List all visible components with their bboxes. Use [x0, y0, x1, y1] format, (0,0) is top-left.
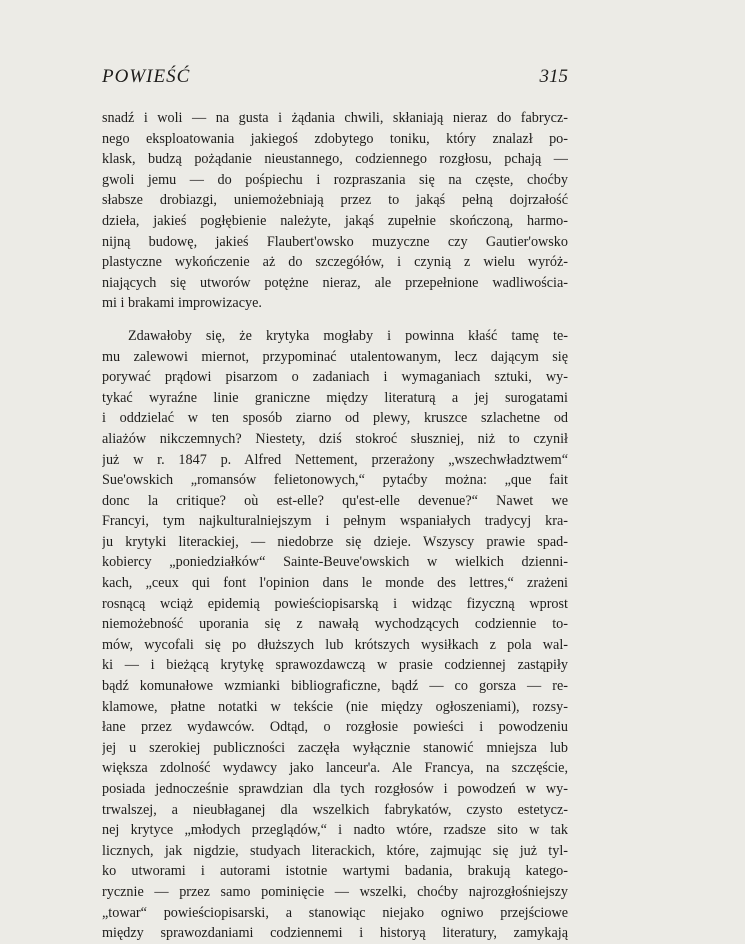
page-body: [102, 108, 568, 944]
text-line: gwoli jemu — do pośpiechu i rozpraszania się na częste, choćby: [102, 171, 568, 188]
text-line: trwalszej, a nieubłaganej dla wszelkich fabrykatów, czysto estetycz-: [102, 801, 568, 818]
text-line: Francyi, tym najkulturalniejszym i pełnym wspaniałych tradycyj kra-: [102, 513, 568, 530]
text-line: łane przez wydawców. Odtąd, o rozgłosie powieści i powodzeniu: [102, 719, 568, 736]
text-line: nej krytyce „młodych przeglądów,“ i nadto wtóre, rzadsze sito w tak: [102, 822, 568, 839]
paragraph-2: [102, 326, 568, 944]
text-line: już w r. 1847 p. Alfred Nettement, przerażony „wszechwładztwem“: [102, 451, 568, 468]
text-line: licznych, jak nigdzie, studyach literackich, które, zajmując się już tyl-: [102, 842, 568, 859]
running-head: POWIEŚĆ: [102, 66, 191, 87]
text-line: Zdawałoby się, że krytyka mogłaby i powinna kłaść tamę te-: [128, 327, 568, 344]
text-line: ko utworami i autorami istotnie wartymi badania, brakują katego-: [102, 863, 568, 880]
text-line: klask, budzą pożądanie nieustannego, codziennego rozgłosu, pchają —: [102, 151, 568, 168]
text-line: bądź komunałowe wzmianki bibliograficzne, bądź — co gorsza — re-: [102, 678, 568, 695]
text-line: snadź i woli — na gusta i żądania chwili, skłaniają nieraz do fabrycz-: [102, 110, 568, 126]
text-line: mi i brakami improwizacye.: [102, 295, 262, 312]
text-line: mu zalewowi miernot, przypominać utalentowanym, lecz dającym się: [102, 348, 568, 365]
text-line: donc la critique? où est-elle? qu'est-elle devenue?“ Nawet we: [102, 492, 568, 509]
text-line: i oddzielać w ten sposób ziarno od plewy, kruszce szlachetne od: [102, 410, 568, 427]
text-line: „towar“ powieściopisarski, a stanowiąc niejako ogniwo przejściowe: [102, 904, 568, 921]
text-line: rosnącą wciąż epidemią powieściopisarską i widząc fizyczną wprost: [102, 595, 568, 612]
text-line: tykać wyraźne linie graniczne między literaturą a jej surogatami: [102, 389, 568, 406]
text-line: ju krytyki literackiej, — niedobrze się dzieje. Wszyscy prawie spad-: [102, 533, 568, 550]
text-line: kobiercy „poniedziałków“ Sainte-Beuve'owskich w wielkich dzienni-: [102, 554, 568, 571]
text-line: mów, wycofali się po dłuższych lub krótszych wysiłkach z pola wal-: [102, 636, 568, 653]
text-line: ki — i bieżącą krytykę sprawozdawczą w prasie codziennej zastąpiły: [102, 657, 568, 674]
text-line: nijną budowę, jakieś Flaubert'owsko muzyczne czy Gautier'owsko: [102, 233, 568, 250]
text-line: jej u szerokiej publiczności zaczęła wyłącznie stanowić mniejsza lub: [102, 739, 568, 756]
text-line: plastyczne wykończenie aż do szczegółów, i czynią z wielu wyróż-: [102, 254, 568, 271]
text-line: niemożebność uporania się z nawałą wychodzących codziennie to-: [102, 616, 568, 633]
text-line: niających się utworów potężne nieraz, ale przepełnione wadliwościa-: [102, 274, 568, 291]
text-line: między sprawozdaniami codziennemi i historyą literatury, zamykają: [102, 925, 568, 942]
text-line: słabsze drobiazgi, uniemożebniają przez to jakąś pełną dojrzałość: [102, 192, 568, 209]
text-line: porywać prądowi pisarzom o zadaniach i wymaganiach sztuki, wy-: [102, 369, 568, 386]
paragraph-gap: [102, 314, 568, 326]
paragraph-1: [102, 108, 568, 314]
text-line: posiada jednocześnie sprawdzian dla tych rozgłosów i powodzeń w wy-: [102, 781, 568, 797]
text-line: kach, „ceux qui font l'opinion dans le monde des lettres,“ zrażeni: [102, 575, 568, 592]
text-line: większa zdolność wydawcy jako lanceur'a. Ale Francya, na szczęście,: [102, 760, 568, 777]
page-header: [102, 66, 568, 88]
text-line: klamowe, płatne notatki w tekście (nie między ogłoszeniami), rozsy-: [102, 698, 568, 715]
page-number: 315: [539, 66, 568, 87]
text-line: rycznie — przez samo pominięcie — wszelki, choćby najrozgłośniejszy: [102, 883, 568, 900]
text-line: Sue'owskich „romansów felietonowych,“ pytaćby można: „que fait: [102, 472, 568, 489]
text-line: aliażów nikczemnych? Niestety, dziś stokroć słuszniej, niż to czynił: [102, 430, 568, 447]
text-line: nego eksploatowania jakiegoś zdobytego toniku, który znalazł po-: [102, 130, 568, 147]
text-line: dzieła, jakieś pogłębienie należyte, jakąś zupełnie skończoną, harmo-: [102, 212, 568, 229]
